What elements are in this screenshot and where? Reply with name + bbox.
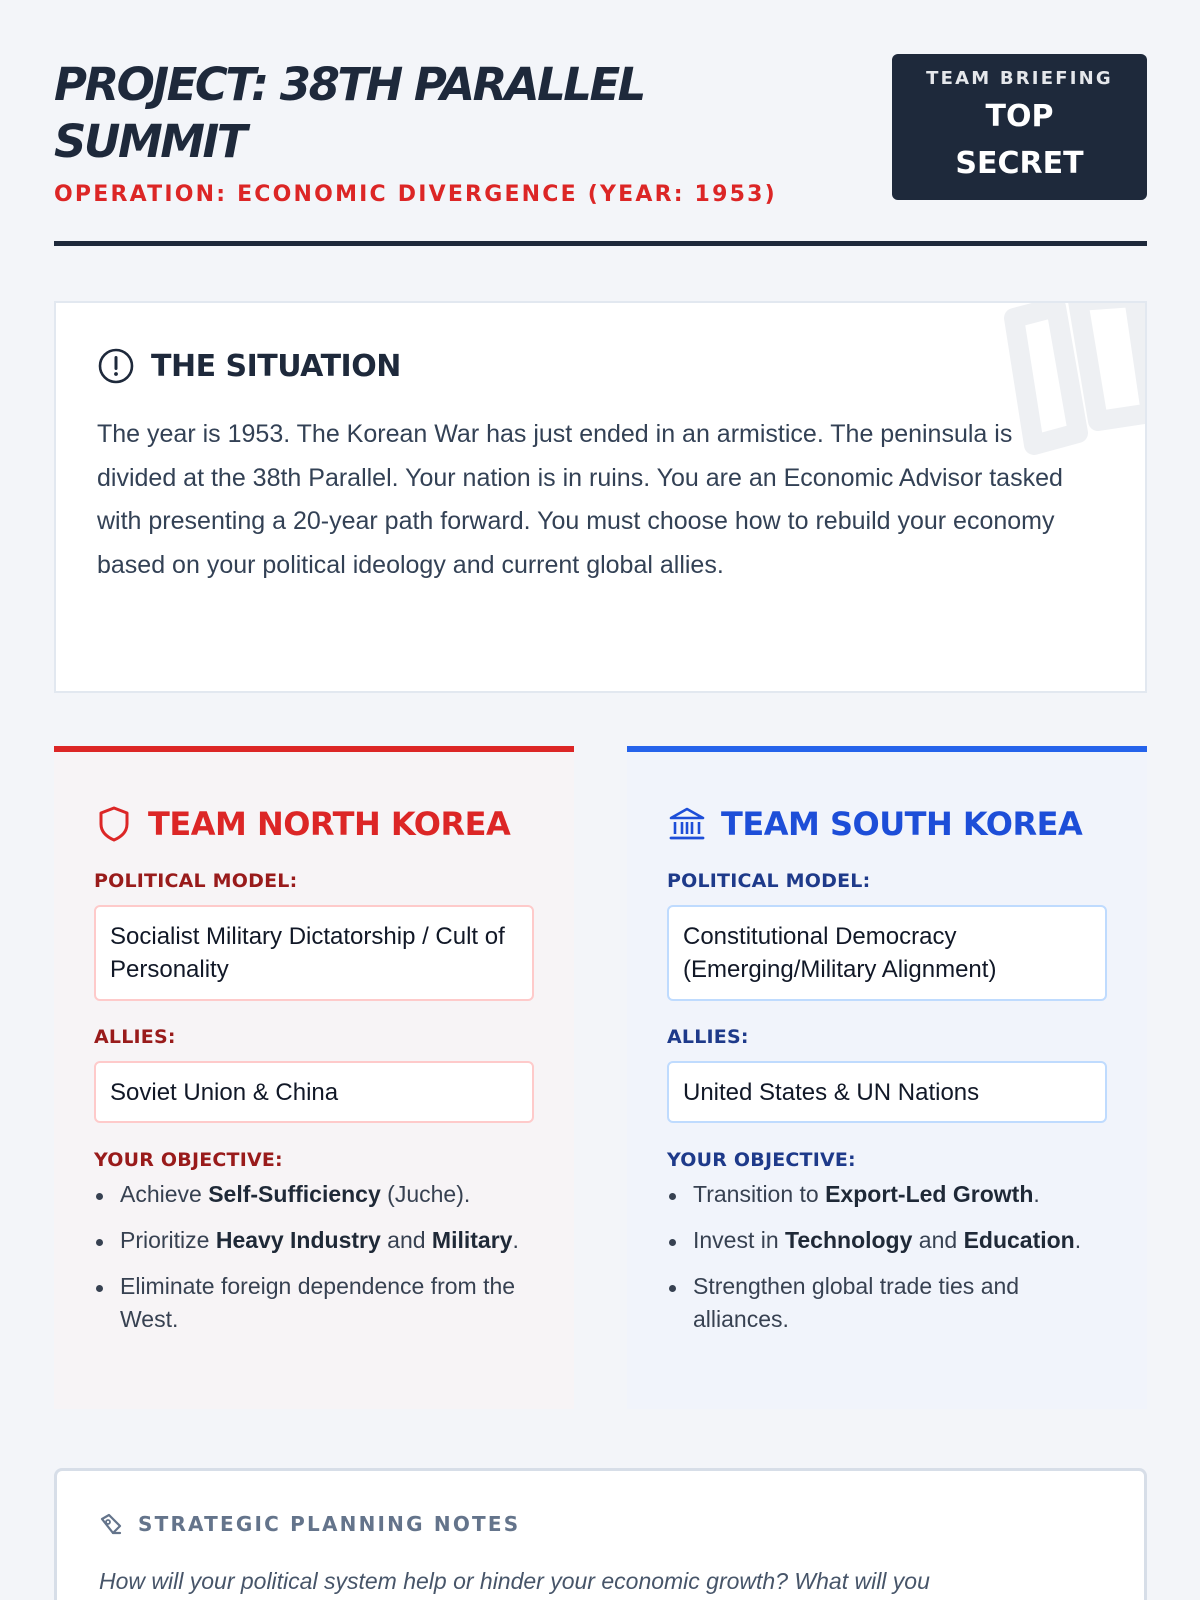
objective-item: Invest in Technology and Education. [667,1224,1107,1257]
page-subtitle: OPERATION: ECONOMIC DIVERGENCE (YEAR: 1953) [54,182,777,207]
allies-text: United States & UN Nations [683,1078,980,1106]
objective-item: Prioritize Heavy Industry and Military. [94,1224,534,1257]
notes-question[interactable]: How will your political system help or hinder your economic growth? What will you [99,1568,930,1594]
pen-icon [98,1511,124,1537]
notes-header [98,1511,520,1537]
team-header [94,804,510,844]
political-model-label: POLITICAL MODEL: [94,870,298,892]
political-model-text: Socialist Military Dictatorship / Cult of Personality [110,923,505,983]
alert-circle-icon [97,347,135,385]
allies-label: ALLIES: [94,1026,176,1048]
objective-item: Eliminate foreign dependence from the West. [94,1270,534,1336]
allies-value [667,1061,1107,1123]
objective-list [94,1178,534,1349]
allies-value [94,1061,534,1123]
political-model-value [667,905,1107,1001]
page-header [54,0,1147,246]
political-model-label: POLITICAL MODEL: [667,870,871,892]
page-title: PROJECT: 38TH PARALLEL SUMMIT [54,58,644,168]
objective-item: Strengthen global trade ties and alliances. [667,1270,1107,1336]
notes-title: STRATEGIC PLANNING NOTES [138,1512,521,1536]
shield-icon [94,804,134,844]
allies-text: Soviet Union & China [110,1078,339,1106]
objective-item: Transition to Export-Led Growth. [667,1178,1107,1211]
strategic-notes-card [54,1468,1147,1600]
badge-label: TEAM BRIEFING [926,68,1113,89]
situation-title: THE SITUATION [151,348,401,384]
team-name: TEAM SOUTH KOREA [721,805,1083,843]
objective-list [667,1178,1107,1349]
briefing-page [54,0,1147,1594]
objective-label: YOUR OBJECTIVE: [667,1149,856,1171]
objective-label: YOUR OBJECTIVE: [94,1149,283,1171]
team-north-korea-card [54,746,574,1409]
situation-card [54,301,1147,693]
political-model-value [94,905,534,1001]
team-header [667,804,1082,844]
objective-item: Achieve Self-Sufficiency (Juche). [94,1178,534,1211]
team-name: TEAM NORTH KOREA [148,805,511,843]
political-model-text: Constitutional Democracy (Emerging/Military Alignment) [683,923,997,983]
team-south-korea-card [627,746,1147,1409]
badge-text: TOP SECRET [955,99,1084,181]
allies-label: ALLIES: [667,1026,749,1048]
situation-body: The year is 1953. The Korean War has just ended in an armistice. The peninsula is divided at the 38th Parallel. Your nation is in ruins. You are an Economic Advisor tasked with presenting a 20-year path forward. You must choose how to rebuild your economy based on your political ideology and current global allies. [97,420,1063,579]
classification-badge [892,54,1147,200]
situation-header [97,347,401,385]
bank-icon [667,804,707,844]
